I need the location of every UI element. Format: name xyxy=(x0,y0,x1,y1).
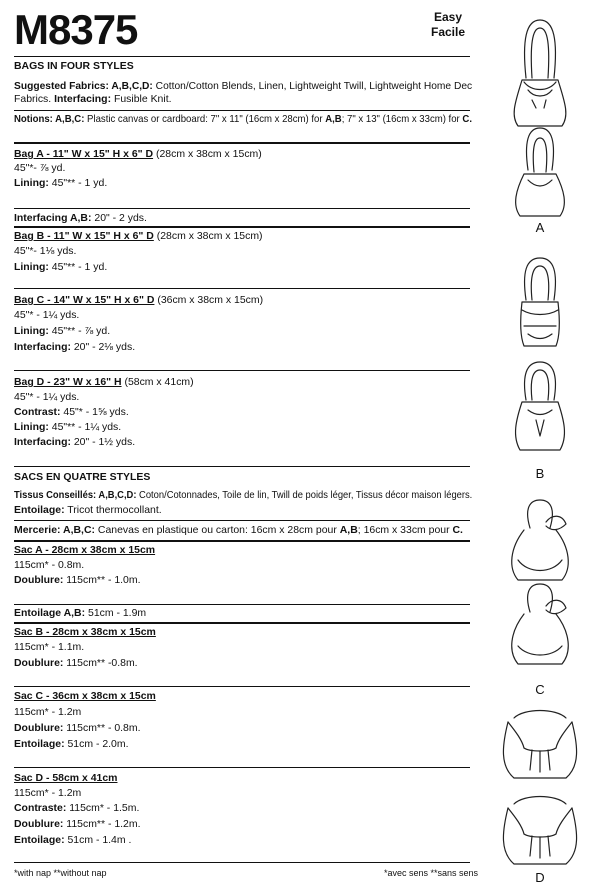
bag-d-contrast xyxy=(14,406,472,419)
bag-a-back-illustration xyxy=(516,128,565,216)
interfacing-label: Interfacing: xyxy=(54,93,112,105)
fabrics-text: Coton/Cotonnades, Toile de lin, Twill de poids léger, Tissus décor maison légers. xyxy=(139,489,473,501)
bag-a-title: Bag A - 11" W x 15" H x 6" D xyxy=(14,148,154,160)
sac-d-heading: Sac D - 58cm x 41cm xyxy=(14,772,118,784)
pattern-code: M8375 xyxy=(14,6,138,53)
interfacing-ab-value: 51cm - 1.9m xyxy=(87,607,147,619)
notions-label: Mercerie: A,B,C: xyxy=(14,524,95,536)
section-title-en: BAGS IN FOUR STYLES xyxy=(14,60,134,72)
lining-label: Lining: xyxy=(14,325,49,337)
bag-d-back-illustration xyxy=(503,797,576,865)
bag-b-back-illustration xyxy=(516,362,565,450)
lining-label: Doublure: xyxy=(14,818,64,830)
divider xyxy=(14,520,470,521)
lining-value: 115cm** - 0.8m. xyxy=(66,722,141,734)
figure-label-b: B xyxy=(535,466,545,481)
interfacing-value: 20" - 2⅛ yds. xyxy=(73,341,136,353)
nap-legend-en: *with nap **without nap xyxy=(14,868,107,878)
bag-d-dims: (58cm x 41cm) xyxy=(124,376,194,388)
lining-label: Lining: xyxy=(14,421,49,433)
sac-b-title xyxy=(14,626,472,639)
contrast-value: 115cm* - 1.5m. xyxy=(69,802,140,814)
interfacing-ab-label: Interfacing A,B: xyxy=(14,212,92,224)
lining-value: 115cm** - 1.0m. xyxy=(66,574,141,586)
divider xyxy=(14,226,470,228)
bag-a-dims: (28cm x 38cm x 15cm) xyxy=(155,148,262,160)
divider xyxy=(14,862,470,863)
bag-d-interfacing xyxy=(14,436,472,449)
bag-illustrations xyxy=(488,0,598,888)
bag-a-front-illustration xyxy=(514,20,566,126)
divider xyxy=(14,56,470,57)
bag-b-dims: (28cm x 38cm x 15cm) xyxy=(156,230,263,242)
sac-a-heading: Sac A - 28cm x 38cm x 15cm xyxy=(14,544,156,556)
lining-value: 115cm** -0.8m. xyxy=(66,657,138,669)
sac-d-interfacing xyxy=(14,834,472,847)
bag-b-front-illustration xyxy=(521,258,560,346)
interfacing-value: 51cm - 1.4m . xyxy=(67,834,132,846)
lining-value: 45"** - 1 yd. xyxy=(51,177,108,189)
notions-text-2: ; 16cm x 33cm pour xyxy=(357,524,450,536)
notions-text: Canevas en plastique ou carton: 16cm x 28cm pour xyxy=(97,524,337,536)
divider xyxy=(14,142,470,144)
divider xyxy=(14,288,470,289)
figure-label-d: D xyxy=(535,870,545,885)
lining-label: Doublure: xyxy=(14,722,64,734)
sac-a-yardage: 115cm* - 0.8m. xyxy=(14,559,85,571)
notions-en xyxy=(14,113,472,126)
bag-c-interfacing xyxy=(14,341,472,354)
sac-b-lining xyxy=(14,657,472,670)
bag-a-yardage: 45"*- ⅞ yd. xyxy=(14,162,66,174)
fabrics-text-2: Fabrics. xyxy=(14,93,52,105)
interfacing-label: Entoilage: xyxy=(14,738,65,750)
bag-b-title-en xyxy=(14,230,472,243)
section-title-fr: SACS EN QUATRE STYLES xyxy=(14,471,151,483)
fabrics-label: Tissus Conseillés: A,B,C,D: xyxy=(14,489,137,501)
contrast-label: Contraste: xyxy=(14,802,67,814)
notions-text: Plastic canvas or cardboard: 7" x 11" (16cm x 28cm) for xyxy=(87,113,323,125)
fabrics-fr xyxy=(14,489,473,502)
divider xyxy=(14,370,470,371)
interfacing-label: Entoilage: xyxy=(14,834,65,846)
sac-c-lining xyxy=(14,722,472,735)
divider xyxy=(14,604,470,605)
lining-value: 115cm** - 1.2m. xyxy=(66,818,141,830)
sac-d-contrast xyxy=(14,802,472,815)
sac-a-lining xyxy=(14,574,472,587)
interfacing-ab-fr xyxy=(14,607,472,620)
lining-label: Lining: xyxy=(14,177,49,189)
bag-b-title: Bag B - 11" W x 15" H x 6" D xyxy=(14,230,154,242)
notions-label: Notions: A,B,C: xyxy=(14,113,85,125)
interfacing-label: Interfacing: xyxy=(14,341,71,353)
lining-value: 45"** - 1¼ yds. xyxy=(51,421,122,433)
lining-label: Doublure: xyxy=(14,574,64,586)
interfacing-label: Entoilage: xyxy=(14,504,65,516)
divider xyxy=(14,686,470,687)
bag-b-lining xyxy=(14,261,472,274)
notions-ab: A,B xyxy=(325,113,342,125)
lining-label: Doublure: xyxy=(14,657,64,669)
sac-d-lining xyxy=(14,818,472,831)
notions-c: C. xyxy=(462,113,472,125)
interfacing-fr xyxy=(14,504,472,517)
fabrics-en-line-2 xyxy=(14,93,472,106)
divider xyxy=(14,540,470,542)
divider xyxy=(14,208,470,209)
figure-label-a: A xyxy=(535,220,545,235)
bag-c-lining xyxy=(14,325,472,338)
difficulty xyxy=(430,10,466,40)
notions-text-2: ; 7" x 13" (16cm x 33cm) for xyxy=(341,113,460,125)
interfacing-value: 20" - 1½ yds. xyxy=(73,436,136,448)
sac-c-title xyxy=(14,690,472,703)
bag-c-front-illustration xyxy=(512,500,569,580)
contrast-label: Contrast: xyxy=(14,406,61,418)
sac-b-yardage: 115cm* - 1.1m. xyxy=(14,641,85,653)
bag-d-title-en xyxy=(14,376,472,389)
bag-a-lining xyxy=(14,177,472,190)
interfacing-ab-en xyxy=(14,212,472,225)
interfacing-label: Interfacing: xyxy=(14,436,71,448)
sac-a-title xyxy=(14,544,472,557)
bag-b-yardage: 45"*- 1⅛ yds. xyxy=(14,245,77,257)
sac-d-yardage: 115cm* - 1.2m xyxy=(14,787,82,799)
interfacing-value: 51cm - 2.0m. xyxy=(67,738,129,750)
bag-a-title-en xyxy=(14,148,472,161)
difficulty-fr: Facile xyxy=(430,25,466,39)
lining-value: 45"** - ⅞ yd. xyxy=(51,325,111,337)
interfacing-text: Fusible Knit. xyxy=(113,93,172,105)
bag-d-title: Bag D - 23" W x 16" H xyxy=(14,376,122,388)
divider xyxy=(14,622,470,624)
fabrics-label: Suggested Fabrics: A,B,C,D: xyxy=(14,80,153,92)
interfacing-ab-value: 20" - 2 yds. xyxy=(94,212,147,224)
sac-b-heading: Sac B - 28cm x 38cm x 15cm xyxy=(14,626,156,638)
interfacing-text: Tricot thermocollant. xyxy=(67,504,162,516)
bag-c-dims: (36cm x 38cm x 15cm) xyxy=(157,294,264,306)
sac-c-heading: Sac C - 36cm x 38cm x 15cm xyxy=(14,690,156,702)
notions-fr xyxy=(14,524,472,537)
sac-c-yardage: 115cm* - 1.2m xyxy=(14,706,82,718)
divider xyxy=(14,767,470,768)
bag-c-title: Bag C - 14" W x 15" H x 6" D xyxy=(14,294,155,306)
divider xyxy=(14,466,470,467)
notions-c: C. xyxy=(452,524,463,536)
fabrics-text: Cotton/Cotton Blends, Linen, Lightweight Twill, Lightweight Home Dec xyxy=(155,80,473,92)
contrast-value: 45"* - 1⅝ yds. xyxy=(63,406,129,418)
bag-c-back-illustration xyxy=(512,584,569,664)
sac-c-interfacing xyxy=(14,738,472,751)
lining-label: Lining: xyxy=(14,261,49,273)
sac-d-title xyxy=(14,772,472,785)
divider xyxy=(14,110,470,111)
bag-c-yardage: 45"* - 1¼ yds. xyxy=(14,309,80,321)
figure-label-c: C xyxy=(535,682,545,697)
interfacing-ab-label: Entoilage A,B: xyxy=(14,607,86,619)
fabrics-en-line-1 xyxy=(14,80,473,93)
bag-d-front-illustration xyxy=(503,711,576,779)
lining-value: 45"** - 1 yd. xyxy=(51,261,108,273)
notions-ab: A,B xyxy=(339,524,358,536)
difficulty-en: Easy xyxy=(433,10,463,24)
bag-d-yardage: 45"* - 1¼ yds. xyxy=(14,391,80,403)
bag-c-title-en xyxy=(14,294,472,307)
nap-legend-fr: *avec sens **sans sens xyxy=(384,868,479,878)
bag-d-lining xyxy=(14,421,472,434)
